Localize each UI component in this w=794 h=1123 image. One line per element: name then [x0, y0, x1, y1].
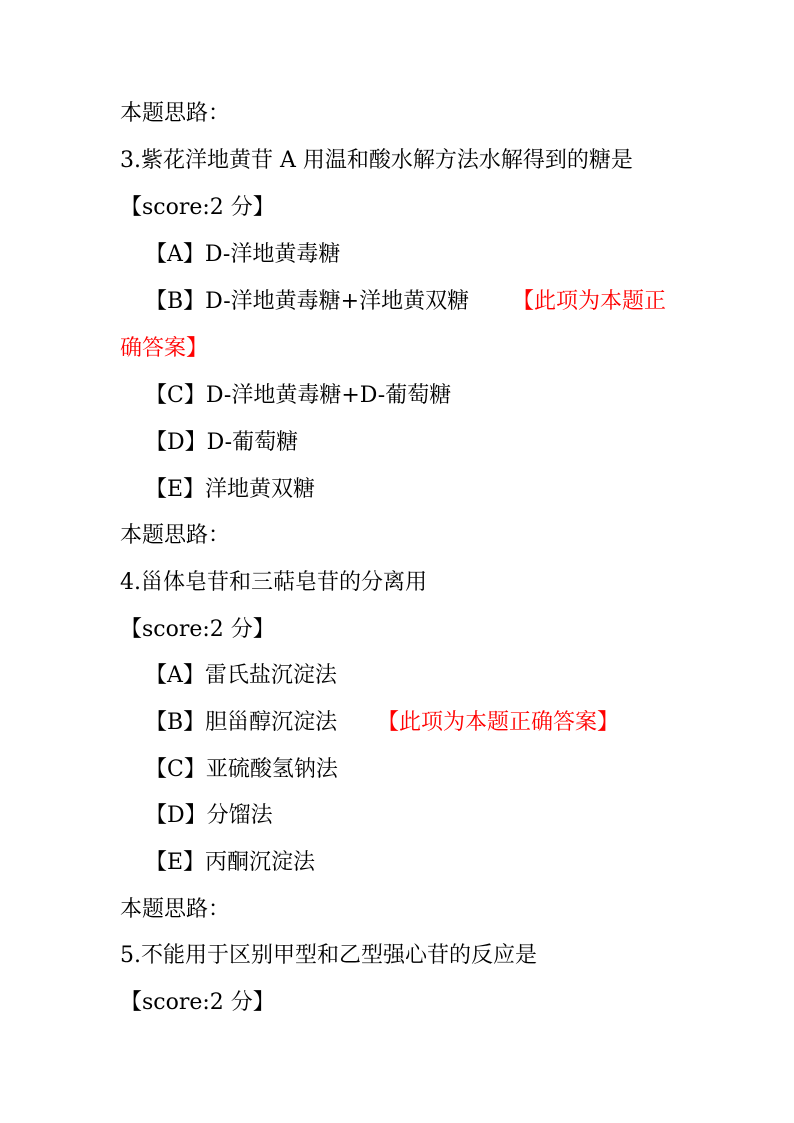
option-b [145, 709, 337, 737]
option-text: 【B】胆甾醇沉淀法 [145, 710, 338, 735]
option-a: 【A】雷氏盐沉淀法 [145, 663, 337, 688]
question-text: 5.不能用于区别甲型和乙型强心苷的反应是 [120, 943, 537, 968]
option-d: 【D】分馏法 [145, 803, 273, 828]
question-score: 【score:2 分】 [120, 195, 275, 220]
option-d: 【D】D-葡萄糖 [145, 430, 299, 455]
option-b [145, 288, 469, 316]
analysis-label: 本题思路： [120, 101, 231, 126]
option-a: 【A】D-洋地黄毒糖 [145, 242, 341, 267]
question-score: 【score:2 分】 [120, 617, 275, 642]
question-text: 4.甾体皂苷和三萜皂苷的分离用 [120, 570, 427, 595]
option-e: 【E】洋地黄双糖 [145, 477, 316, 502]
analysis-label: 本题思路： [120, 897, 231, 922]
correct-answer-mark: 【此项为本题正确答案】 [377, 710, 620, 735]
analysis-label: 本题思路： [120, 523, 231, 548]
option-c: 【C】亚硫酸氢钠法 [145, 757, 338, 782]
correct-answer-mark-continued: 确答案】 [120, 336, 209, 361]
option-e: 【E】丙酮沉淀法 [145, 850, 316, 875]
option-c: 【C】D-洋地黄毒糖+D-葡萄糖 [145, 383, 452, 408]
option-text: 【B】D-洋地黄毒糖+洋地黄双糖 [145, 289, 470, 314]
question-score: 【score:2 分】 [120, 990, 275, 1015]
correct-answer-mark: 【此项为本题正 [512, 289, 667, 314]
question-text: 3.紫花洋地黄苷 A 用温和酸水解方法水解得到的糖是 [120, 148, 633, 173]
